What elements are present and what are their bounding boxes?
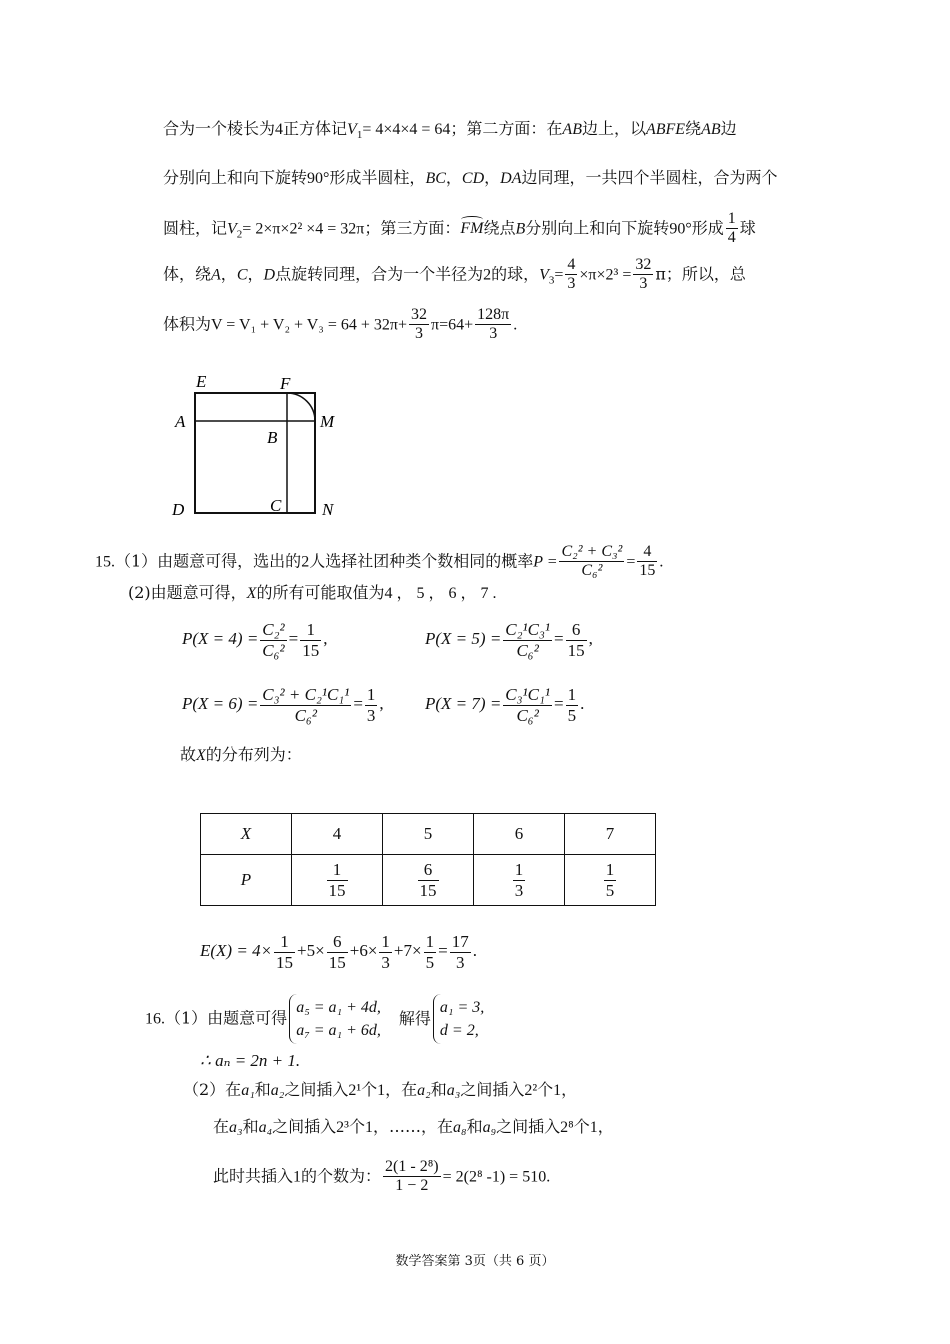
frac-p7-v: $\frac{1}{5}$ [567,685,577,725]
frac-p5-c: $\frac{\text{C₂¹C₃¹}}{\text{C₆²}}$ [505,620,550,660]
frac-p4-v: $\frac{1}{15}$ [302,620,320,660]
arc-mark [461,216,482,223]
frac-geometric-sum: $\frac{\text{2(1 - 2⁸)}}{1 - 2}$ [385,1158,439,1195]
system-equations: a₅ = a₁ + 4d, a₇ = a₁ + 6d, [289,994,381,1044]
label-a: A [175,412,186,431]
frac-prob-same: $\frac{\text{C₂² + C₃²}}{\text{C₆²}}$ [561,543,623,580]
expectation: E(X) = 4× $\frac{1}{15}$ +5× $\frac{6}{15}$ +6× $\frac{1}{3}$ +7× $\frac{1}{5}$ = $\frac{17}{3}$ . [200,932,477,972]
label-c: C [270,496,282,515]
frac-ex-result: $\frac{17}{3}$ [451,932,469,972]
arc-fm-shape [287,393,315,421]
table-cell [383,855,474,906]
q16-part2-line1: （2）在a₁和a₂之间插入2¹个1，在a₂和a₃之间插入2²个1， [183,1080,578,1099]
label-f: F [280,374,291,393]
frac-ex4: $\frac{1}{5}$ [425,932,435,972]
table-cell: 4 [292,814,383,855]
table-header-p: P [201,855,292,906]
para-line-2: 分别向上和向下旋转90°形成半圆柱，BC，CD，DA边同理，一共四个半圆柱，合为两个 [163,168,778,187]
table-cell: 5 [383,814,474,855]
frac-p4-c: $\frac{\text{C₂²}}{\text{C₆²}}$ [262,620,285,660]
eq-p6: P(X = 6) = $\frac{\text{C₃² + C₂¹C₁¹}}{\text{C₆²}}$ = $\frac{1}{3}$ , [182,685,384,725]
q16-general-term: ∴ aₙ = 2n + 1. [200,1051,301,1070]
label-n: N [322,500,334,519]
frac-cell: $\frac{1}{15}$ [328,859,346,900]
q15-part2: (2)由题意可得，X的所有可能取值为4 ， 5 ， 6 ， 7 . [128,583,497,602]
label-d: D [172,500,185,519]
table-cell: 6 [474,814,565,855]
table-row [201,855,656,906]
frac-ex2: $\frac{6}{15}$ [328,932,346,972]
table-cell [565,855,656,906]
frac-128pi-3: $\frac{128\pi}{3}$ [477,306,510,343]
arc-fm: FM [460,220,483,237]
frac-p6-v: $\frac{1}{3}$ [366,685,376,725]
frac-32-3: $\frac{32}{3}$ [635,256,652,293]
para-line-4: 体，绕A，C，D点旋转同理，合为一个半径为2的球，$V_3=$ $\frac{4}{3}$ ×π×2³ = $\frac{32}{3}$ π；所以，总 [163,256,746,293]
page-footer: 数学答案第 3页（共 6 页） [395,1254,555,1269]
frac-p5-v: $\frac{6}{15}$ [567,620,585,660]
square-outline [195,393,315,513]
frac-4-15: $\frac{4}{15}$ [639,543,656,580]
eq-p4: P(X = 4) = $\frac{\text{C₂²}}{\text{C₆²}}$ = $\frac{1}{15}$ , [182,620,328,660]
frac-cell: $\frac{1}{5}$ [605,859,615,900]
label-m: M [320,412,335,431]
frac-ex3: $\frac{1}{3}$ [381,932,390,972]
q16-part2-line3: 此时共插入1的个数为： $\frac{\text{2(1 - 2⁸)}}{1 - 2}$ = 2(2⁸ -1) = 510. [213,1158,551,1195]
frac-32-3b: $\frac{32}{3}$ [411,306,428,343]
q16-part2-line2: 在a₃和a₄之间插入2³个1，……，在a₈和a₉之间插入2⁸个1， [213,1117,614,1136]
frac-ex1: $\frac{1}{15}$ [276,932,294,972]
table-cell [292,855,383,906]
table-cell: 7 [565,814,656,855]
para-line-1: 合为一个棱长为4正方体记$V_1= 4\times 4\times 4 = 64$；第二方面：在AB边上，以ABFE绕AB边 [163,119,737,142]
table-cell [474,855,565,906]
frac-p7-c: $\frac{\text{C₃¹C₁¹}}{\text{C₆²}}$ [505,685,550,725]
system-solution: a₁ = 3, d = 2, [433,994,484,1044]
para-line-5: 体积为V = V₁ + V₂ + V₃ = 64 + 32π+ $\frac{32}{3}$ π=64+ $\frac{128\pi}{3}$ . [163,306,518,343]
eq-p5: P(X = 5) = $\frac{\text{C₂¹C₃¹}}{\text{C₆²}}$ = $\frac{6}{15}$ , [425,620,593,660]
frac-cell: $\frac{1}{3}$ [514,859,524,900]
q15-part1: 15.（1）由题意可得，选出的2人选择社团种类个数相同的概率P = $\frac{\text{C₂² + C₃²}}{\text{C₆²}}$ = $\frac{4}{15}$ . [95,543,664,580]
eq-p7: P(X = 7) = $\frac{\text{C₃¹C₁¹}}{\text{C₆²}}$ = $\frac{1}{5}$ . [425,685,585,725]
frac-quarter: $\frac{1}{4}$ [727,210,736,247]
table-row [201,814,656,855]
dist-intro: 故X的分布列为： [180,745,302,764]
frac-cell: $\frac{6}{15}$ [419,859,437,900]
label-b: B [267,428,278,447]
q16-part1: 16.（1）由题意可得 a₅ = a₁ + 4d, a₇ = a₁ + 6d, 解得 a₁ = 3, d = 2, [145,994,484,1044]
frac-p6-c: $\frac{\text{C₃² + C₂¹C₁¹}}{\text{C₆²}}$ [262,685,350,725]
table-header-x: X [201,814,292,855]
square-figure [160,365,360,525]
label-e: E [196,372,207,391]
frac-4-3: $\frac{4}{3}$ [567,256,576,293]
para-line-3: 圆柱，记$V_2= 2\times\pi\times 2^2 \times 4 = 32\pi$；第三方面： FM绕点B分别向上和向下旋转90°形成 $\frac{1}{4}$ 球 [163,210,756,247]
distribution-table [200,813,656,906]
